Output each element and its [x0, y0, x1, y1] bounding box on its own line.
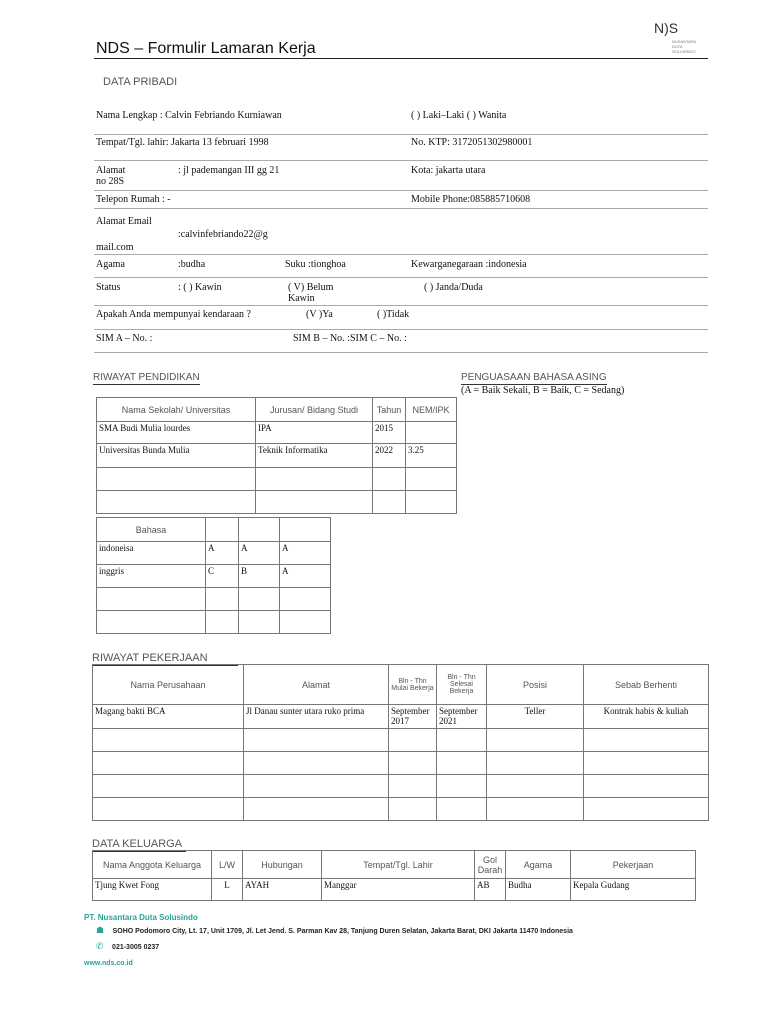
pekerjaan-cell [389, 798, 437, 821]
pekerjaan-cell [437, 775, 487, 798]
pendidikan-cell: SMA Budi Mulia lourdes [97, 422, 256, 444]
field-warga: Kewarganegaraan :indonesia [411, 259, 527, 270]
table-row [93, 752, 709, 775]
section-data-keluarga-label: DATA KELUARGA [92, 838, 186, 852]
field-gender: ( ) Laki–Laki ( ) Wanita [411, 110, 507, 121]
keluarga-header-pekerjaan: Pekerjaan [571, 851, 696, 879]
table-row [97, 542, 331, 565]
pekerjaan-cell [487, 798, 584, 821]
keluarga-table [92, 850, 696, 901]
table-row [93, 775, 709, 798]
table-row [97, 491, 457, 514]
keluarga-header-goldarah: Gol Darah [475, 851, 506, 879]
field-sim-a: SIM A – No. : [96, 333, 153, 344]
pendidikan-header-sekolah: Nama Sekolah/ Universitas [97, 398, 256, 422]
table-row [97, 588, 331, 611]
bahasa-cell [280, 588, 331, 611]
table-row [93, 705, 709, 729]
field-nama: Nama Lengkap : Calvin Febriando Kurniawan [96, 110, 282, 121]
field-ttl: Tempat/Tgl. lahir: Jakarta 13 februari 1998 [96, 137, 269, 148]
pendidikan-cell [97, 491, 256, 514]
section-riwayat-pekerjaan-label: RIWAYAT PEKERJAAN [92, 652, 238, 666]
row-divider [94, 254, 708, 255]
row-divider [94, 134, 708, 135]
field-ktp: No. KTP: 3172051302980001 [411, 137, 533, 148]
pekerjaan-cell: Teller [487, 705, 584, 729]
pekerjaan-cell [437, 729, 487, 752]
keluarga-header-nama: Nama Anggota Keluarga [93, 851, 212, 879]
footer-company: PT. Nusantara Duta Solusindo [84, 913, 198, 922]
logo-sub-1: NUSANTARA [672, 39, 697, 44]
phone-icon: ✆ [96, 941, 104, 951]
bahasa-header-blank [239, 518, 280, 542]
pekerjaan-cell [487, 775, 584, 798]
field-alamat-value: : jl pademangan III gg 21 no 28S [96, 165, 280, 187]
field-kota: Kota: jakarta utara [411, 165, 486, 176]
table-row [93, 729, 709, 752]
pekerjaan-cell [244, 775, 389, 798]
keluarga-cell: Tjung Kwet Fong [93, 879, 212, 901]
footer-address: SOHO Podomoro City, Lt. 17, Unit 1709, Jl. Let Jend. S. Parman Kav 28, Tanjung Duren Selatan, Jakarta Barat, DKI Jakarta 11470 Indonesia [112, 928, 573, 935]
pekerjaan-cell: Kontrak habis & kuliah [584, 705, 709, 729]
pekerjaan-cell [244, 752, 389, 775]
bahasa-cell: A [280, 565, 331, 588]
logo-mark: N)S [654, 20, 679, 36]
field-kendaraan-tidak: ( )Tidak [377, 309, 410, 320]
pekerjaan-cell [389, 729, 437, 752]
keluarga-cell: Budha [506, 879, 571, 901]
pekerjaan-header-sebab: Sebab Berhenti [584, 665, 709, 705]
bahasa-cell: B [239, 565, 280, 588]
section-bahasa-asing-label: PENGUASAAN BAHASA ASING [461, 372, 607, 383]
footer-address-row [96, 925, 573, 936]
bahasa-cell: A [239, 542, 280, 565]
section-data-keluarga [92, 838, 186, 850]
keluarga-header-agama: Agama [506, 851, 571, 879]
field-status-belum: ( V) Belum Kawin [288, 282, 334, 304]
bahasa-header-blank [206, 518, 239, 542]
field-sim-bc: SIM B – No. :SIM C – No. : [293, 333, 407, 344]
pekerjaan-header-perusahaan: Nama Perusahaan [93, 665, 244, 705]
pekerjaan-cell [389, 752, 437, 775]
row-divider [94, 190, 708, 191]
logo-sub-2: DUTA [672, 44, 683, 49]
bahasa-cell: indoneisa [97, 542, 206, 565]
field-telepon: Telepon Rumah : - [96, 194, 171, 205]
pendidikan-cell [256, 491, 373, 514]
section-riwayat-pendidikan-label: RIWAYAT PENDIDIKAN [93, 372, 200, 383]
bahasa-header: Bahasa [97, 518, 206, 542]
pendidikan-cell [97, 468, 256, 491]
table-row [97, 468, 457, 491]
table-row [93, 798, 709, 821]
field-email-label: Alamat Email [96, 216, 152, 227]
pendidikan-cell: 3.25 [406, 444, 457, 468]
field-status-label: Status [96, 282, 121, 293]
pekerjaan-cell [93, 752, 244, 775]
bahasa-cell: C [206, 565, 239, 588]
pendidikan-header-jurusan: Jurusan/ Bidang Studi [256, 398, 373, 422]
bahasa-cell: inggris [97, 565, 206, 588]
keluarga-header-lw: L/W [212, 851, 243, 879]
pekerjaan-cell: Jl Danau sunter utara ruko prima [244, 705, 389, 729]
footer-phone-row [96, 941, 159, 952]
keluarga-cell: L [212, 879, 243, 901]
pekerjaan-cell: September 2021 [437, 705, 487, 729]
pekerjaan-cell [244, 798, 389, 821]
bahasa-legend: (A = Baik Sekali, B = Baik, C = Sedang) [461, 385, 625, 396]
field-mobile: Mobile Phone:085885710608 [411, 194, 531, 205]
keluarga-cell: AB [475, 879, 506, 901]
pendidikan-cell: IPA [256, 422, 373, 444]
section-riwayat-pekerjaan [92, 652, 238, 664]
section-riwayat-pendidikan [93, 372, 200, 383]
keluarga-header-ttl: Tempat/Tgl. Lahir [322, 851, 475, 879]
pekerjaan-cell [389, 775, 437, 798]
logo-sub-3: SOLUSINDO [672, 49, 696, 54]
row-divider [94, 208, 708, 209]
bahasa-cell: A [206, 542, 239, 565]
keluarga-cell: Manggar [322, 879, 475, 901]
section-data-pribadi: DATA PRIBADI [103, 76, 178, 88]
pekerjaan-header-alamat: Alamat [244, 665, 389, 705]
field-alamat-label: Alamat [96, 165, 126, 176]
bahasa-cell [239, 588, 280, 611]
pekerjaan-cell [487, 752, 584, 775]
pendidikan-cell [256, 468, 373, 491]
page-title: NDS – Formulir Lamaran Kerja [96, 40, 316, 57]
field-status-kawin: : ( ) Kawin [178, 282, 222, 293]
pendidikan-cell [406, 468, 457, 491]
section-bahasa-asing [461, 372, 607, 383]
bahasa-cell [206, 588, 239, 611]
field-kendaraan-question: Apakah Anda mempunyai kendaraan ? [96, 309, 251, 320]
bahasa-cell [206, 611, 239, 634]
bahasa-cell [97, 588, 206, 611]
table-row [93, 879, 696, 901]
table-row [97, 444, 457, 468]
pekerjaan-cell [437, 752, 487, 775]
pekerjaan-header-posisi: Posisi [487, 665, 584, 705]
pekerjaan-cell: September 2017 [389, 705, 437, 729]
pekerjaan-header-mulai: Bln - Thn Mulai Bekerja [389, 665, 437, 705]
pekerjaan-cell [584, 729, 709, 752]
bahasa-cell: A [280, 542, 331, 565]
bahasa-cell [280, 611, 331, 634]
table-row [97, 565, 331, 588]
building-icon: ☗ [96, 925, 105, 935]
pendidikan-table [96, 397, 457, 514]
pekerjaan-cell: Magang bakti BCA [93, 705, 244, 729]
pendidikan-cell [373, 468, 406, 491]
pekerjaan-cell [93, 798, 244, 821]
field-email-cont: mail.com [96, 242, 134, 253]
pendidikan-cell: Teknik Informatika [256, 444, 373, 468]
bahasa-cell [97, 611, 206, 634]
pekerjaan-header-selesai: Bln - Thn Selesai Bekerja [437, 665, 487, 705]
footer-phone: 021-3005 0237 [112, 944, 160, 951]
keluarga-cell: AYAH [243, 879, 322, 901]
pendidikan-cell [406, 491, 457, 514]
field-suku: Suku :tionghoa [285, 259, 346, 270]
pekerjaan-cell [487, 729, 584, 752]
pendidikan-header-nem: NEM/IPK [406, 398, 457, 422]
pekerjaan-cell [244, 729, 389, 752]
pekerjaan-cell [584, 798, 709, 821]
bahasa-table [96, 517, 331, 634]
row-divider [94, 277, 708, 278]
pekerjaan-cell [584, 775, 709, 798]
title-divider [94, 58, 708, 59]
keluarga-header-hubungan: Hubungan [243, 851, 322, 879]
pendidikan-cell: 2015 [373, 422, 406, 444]
field-status-janda: ( ) Janda/Duda [424, 282, 483, 293]
row-divider [94, 329, 708, 330]
bahasa-header-blank [280, 518, 331, 542]
company-logo [650, 20, 710, 56]
pekerjaan-cell [584, 752, 709, 775]
field-agama-label: Agama [96, 259, 125, 270]
pekerjaan-cell [93, 775, 244, 798]
pendidikan-cell [406, 422, 457, 444]
pendidikan-cell [373, 491, 406, 514]
keluarga-cell: Kepala Gudang [571, 879, 696, 901]
pekerjaan-cell [437, 798, 487, 821]
row-divider [94, 160, 708, 161]
pekerjaan-cell [93, 729, 244, 752]
row-divider [94, 352, 708, 353]
table-row [97, 422, 457, 444]
field-email-value: :calvinfebriando22@g [178, 229, 268, 240]
bahasa-cell [239, 611, 280, 634]
field-agama-value: :budha [178, 259, 206, 270]
table-row [97, 611, 331, 634]
pekerjaan-table [92, 664, 709, 821]
field-kendaraan-ya: (V )Ya [306, 309, 333, 320]
pendidikan-cell: 2022 [373, 444, 406, 468]
row-divider [94, 305, 708, 306]
pendidikan-cell: Universitas Bunda Mulia [97, 444, 256, 468]
footer-website-link[interactable]: www.nds.co.id [84, 960, 133, 967]
pendidikan-header-tahun: Tahun [373, 398, 406, 422]
